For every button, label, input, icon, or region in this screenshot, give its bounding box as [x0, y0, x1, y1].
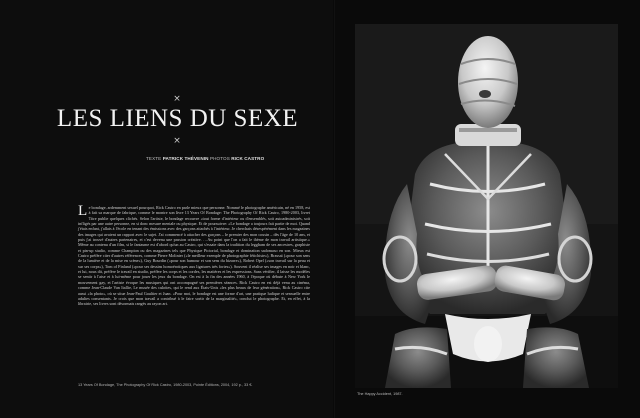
- drop-cap: L: [78, 203, 88, 219]
- article-footnote: 13 Years Of Bondage, The Photography Of Rick Castro, 1980-2003, Pointe Éditions, 2004, 192 p., 33 €.: [78, 383, 253, 387]
- credit-text-label: TEXTE: [146, 156, 162, 161]
- article-body-text: e bondage, ardemment sexuel pourquoi, Rick Castro en parle mieux que personne. Nommé le photographe américain, né en 1958, est à fait sa marque de fabrique, comme le montre son livre 13 Years Of Bondage: The Photography Of Rick Castro, 1980-2003, livret Titre publie quelques clichés. Selon l'artiste, le bondage recouvre «tout forme d'intérieur ou d'ensemblés, soit autoadministrés, soit infligés par une autre personne, en si donc mesure mentale ou physique. Et de poursuivre: «Le bondage a toujours fait partie de moi. Quand j'étais enfant, j'allais à l'école en tenant des émissions avec des garçons attachés à l'intérieur. Je cherchais désespérément dans les magazines des images qui avaient un rapport avec le sujet. J'ai commencé à attacher des garçons – le premier des mon cousin – dès l'âge de 10 ans, et puis j'ai trouvé d'autres partenaires, et c'est devenu une passion créative. …Au point que l'on a fait le thème de mon travail artistique.» Même au contenu d'un film, si le fantasme est d'abord qu'un au Castro, qui s'essaie dans la tradition du leggham de ses ancestres, graphiste et pin-up studio, comme Champion ou des magazines tels que Physique Pictorial, bondage et domination sadomaso en son. Mieux est Castro préfère citer d'autres références, comme Pierre Molinier («le meilleur exemple de photographie fétichiste»), Brassaï («pour son sens de la lumière et de la mise en scène»), Guy Bourdin («pour son humour et son sens du bizarre»), Robert Opel («son travail sur la peau et sur ses corps»), Tom of Finland («pour ses dessins homoérotiques aux ligatures très fortes»). Souvent il réalise ses images en noir et blanc, et lui, nous dit, préfère le travail en studio, préfère les corps et les cordes, les matières et les expressions. Sans vérifier, il laisse les modèles se sentir à l'aise et à lui-même pour jouer les jeux du bondage. On est à la fin des années 1960, à l'époque où débute à New York le mouvement gay, et l'artiste évoque les musiques qui ont accompagné ses premières séances. Rick Castro en est déjà venu au cinéma, comme Jean-Claude Van Itallie, Le musée des culottes, qui le rend aux États-Unis «les plus beaux de leur génération», Rick Castro cite aussi «la photo», où se situe Jean-Paul Gaultier et Juan. «Pour moi, le bondage est une forme d'art, une pratique ludique et sensuelle entre adultes consentants. Je crois que mon travail a contribué à le faire sortir de la marginalité», conclut le photographe. Et, en effet, à la librairie, ses livres sont désormais rangés au rayon art.: [78, 205, 310, 307]
- credit-text-author: PATRICK THÉVENIN: [162, 156, 209, 161]
- bondage-photo: [355, 24, 618, 388]
- article-credits: [146, 156, 264, 161]
- ornament-top: ×: [173, 94, 181, 104]
- article-title: LES LIENS DU SEXE: [56, 105, 299, 132]
- article-body: [78, 205, 310, 307]
- credit-photo-label: PHOTOS: [209, 156, 230, 161]
- ornament-bottom: ×: [173, 136, 181, 146]
- photo-illustration: [355, 24, 618, 388]
- photo-caption: The Happy Accident, 1987.: [357, 392, 403, 396]
- credit-photo-author: RICK CASTRO: [231, 156, 265, 161]
